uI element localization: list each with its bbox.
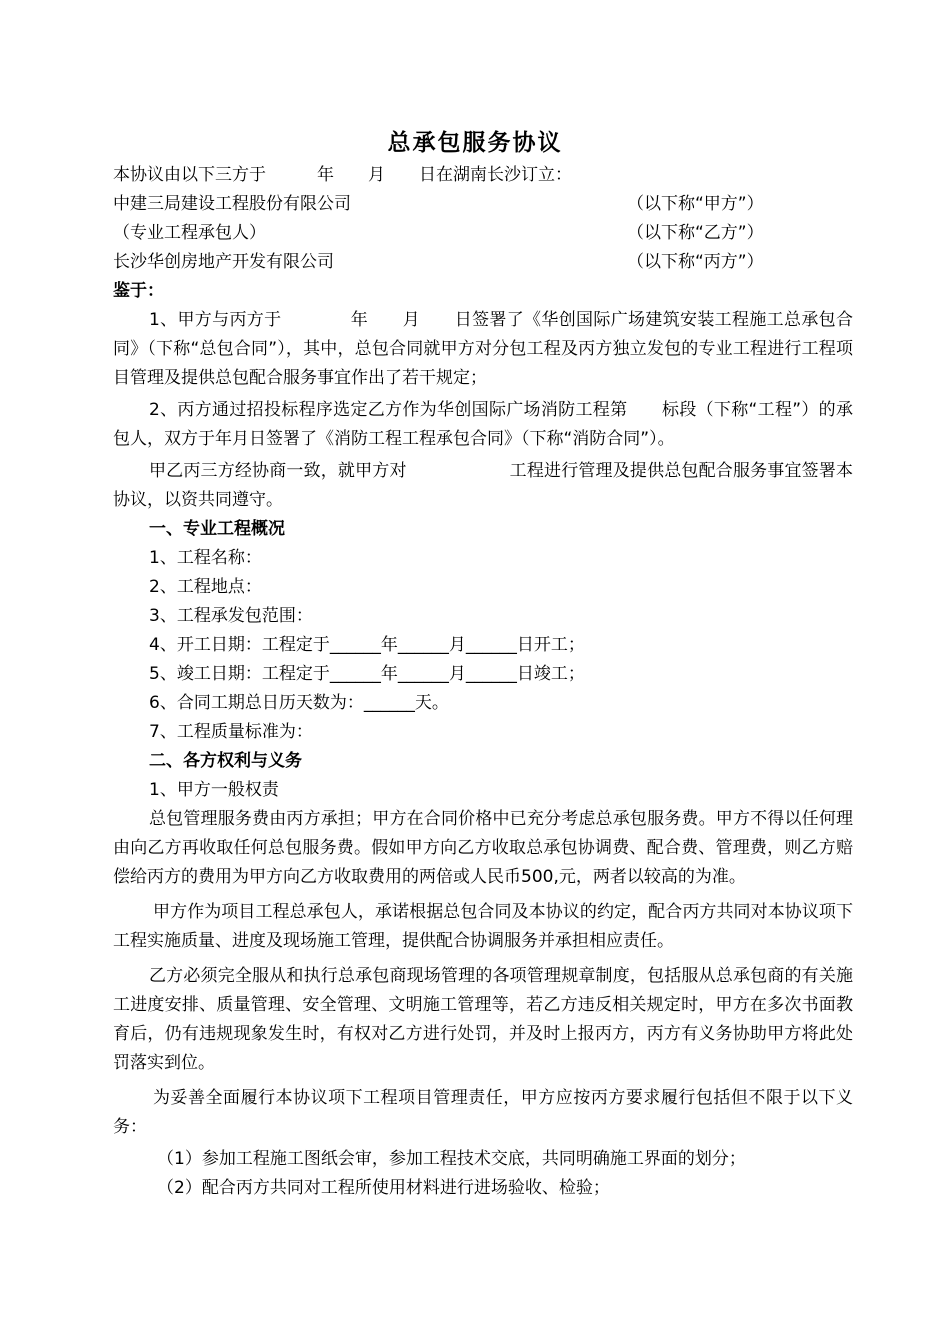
party-alias: （以下称“丙方”） — [627, 252, 764, 272]
section-item: 4、开工日期：工程定于______年______月______日开工； — [149, 635, 585, 655]
agreement-paragraph: 甲乙丙三方经协商一致，就甲方对 工程进行管理及提供总包配合服务事宜签署本协议，以资共同遵守。 — [113, 461, 853, 510]
section-item: 1、工程名称： — [149, 548, 262, 568]
whereas-heading: 鉴于： — [113, 281, 164, 301]
section-heading: 二、各方权利与义务 — [149, 751, 302, 771]
document-title: 总承包服务协议 — [387, 130, 563, 156]
party-row — [113, 248, 853, 277]
duty-item: （1）参加工程施工图纸会审，参加工程技术交底，共同明确施工界面的划分； — [157, 1149, 746, 1169]
section-item: 2、工程地点： — [149, 577, 262, 597]
subsection-heading: 1、甲方一般权责 — [149, 780, 279, 800]
party-row — [113, 219, 853, 248]
body-paragraph: 总包管理服务费由丙方承担；甲方在合同价格中已充分考虑总承包服务费。甲方不得以任何理由向乙方再收取任何总包服务费。假如甲方向乙方收取总承包协调费、配合费、管理费，则乙方赔偿给丙方的费用为甲方向乙方收取费用的两倍或人民币500,元，两者以较高的为准。 — [113, 809, 853, 887]
party-name: 长沙华创房地产开发有限公司 — [113, 252, 334, 272]
party-row — [113, 190, 853, 219]
intro-line: 本协议由以下三方于 年 月 日在湖南长沙订立： — [113, 165, 572, 185]
section-item: 6、合同工期总日历天数为：______天。 — [149, 693, 449, 713]
whereas-clause: 2、丙方通过招投标程序选定乙方作为华创国际广场消防工程第 标段（下称“工程”）的承包人，双方于年月日签署了《消防工程工程承包合同》（下称“消防合同”）。 — [113, 400, 853, 449]
document-body — [113, 161, 853, 1203]
party-name: 中建三局建设工程股份有限公司 — [113, 194, 351, 214]
duty-item: （2）配合丙方共同对工程所使用材料进行进场验收、检验； — [157, 1178, 610, 1198]
section-item: 7、工程质量标准为： — [149, 722, 313, 742]
body-paragraph: 乙方必须完全服从和执行总承包商现场管理的各项管理规章制度，包括服从总承包商的有关施工进度安排、质量管理、安全管理、文明施工管理等，若乙方违反相关规定时，甲方在多次书面教育后，仍有违规现象发生时，有权对乙方进行处罚，并及时上报丙方，丙方有义务协助甲方将此处罚落实到位。 — [113, 966, 853, 1073]
party-alias: （以下称“乙方”） — [627, 223, 764, 243]
section-item: 5、竣工日期：工程定于______年______月______日竣工； — [149, 664, 585, 684]
section-heading: 一、专业工程概况 — [149, 519, 285, 539]
body-paragraph: 甲方作为项目工程总承包人，承诺根据总包合同及本协议的约定，配合丙方共同对本协议项下工程实施质量、进度及现场施工管理，提供配合协调服务并承担相应责任。 — [113, 902, 853, 951]
party-name: （专业工程承包人） — [113, 223, 266, 243]
section-item: 3、工程承发包范围： — [149, 606, 313, 626]
party-alias: （以下称“甲方”） — [627, 194, 764, 214]
whereas-clause: 1、甲方与丙方于 年 月 日签署了《华创国际广场建筑安装工程施工总承包合同》（下称“总包合同”），其中，总包合同就甲方对分包工程及丙方独立发包的专业工程进行工程项目管理及提供总包配合服务事宜作出了若干规定； — [113, 310, 853, 388]
body-paragraph: 为妥善全面履行本协议项下工程项目管理责任，甲方应按丙方要求履行包括但不限于以下义务： — [113, 1088, 853, 1137]
